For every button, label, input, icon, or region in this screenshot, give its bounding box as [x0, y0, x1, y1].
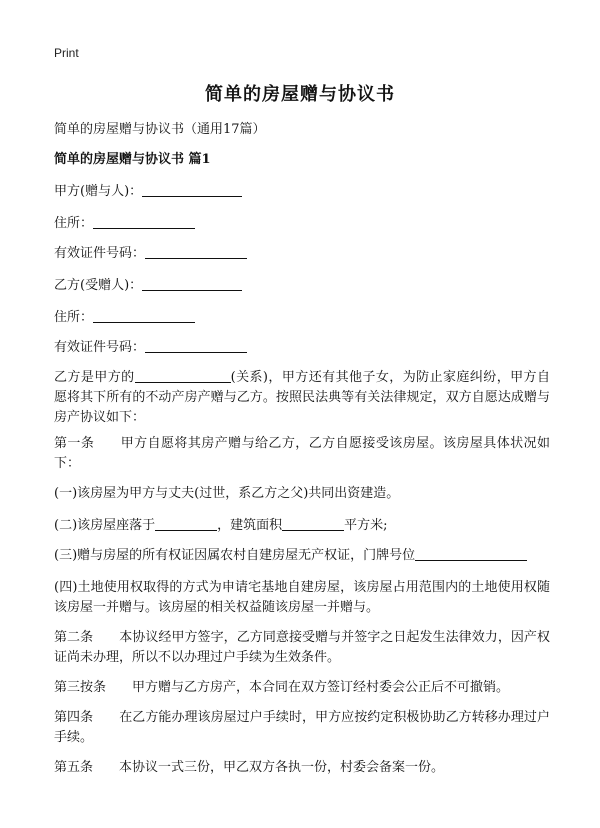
- document-subtitle: 简单的房屋赠与协议书（通用17篇）: [54, 122, 266, 137]
- intro-text-2: (关系)，甲方还有其他子女，为防止家庭纠纷，甲方自愿将其下所有的不动产房产赠与乙方。按照民法典等有关法律规定，双方自愿达成赠与房产协议如下：: [54, 370, 550, 425]
- address-a-field: [54, 214, 554, 234]
- section-heading: 简单的房屋赠与协议书 篇1: [54, 152, 211, 167]
- article-1: [54, 434, 550, 474]
- address-a-blank: [93, 214, 195, 229]
- party-b-blank: [142, 276, 242, 291]
- item-3: [54, 546, 554, 566]
- print-link[interactable]: Print: [54, 46, 79, 60]
- item-4: (四)土地使用权取得的方式为申请宅基地自建房屋，该房屋占用范围内的土地使用权随该房屋一并赠与。该房屋的相关权益随该房屋一并赠与。: [54, 580, 550, 615]
- address-b-blank: [93, 308, 195, 323]
- id-a-blank: [145, 244, 247, 259]
- id-b-blank: [145, 338, 247, 353]
- article-5-label: 第五条: [54, 760, 94, 775]
- article-4: [54, 708, 550, 748]
- article-2-label: 第二条: [54, 630, 94, 645]
- party-a-field: [54, 182, 554, 202]
- id-b-label: 有效证件号码：: [54, 340, 146, 355]
- party-b-label: 乙方(受赠人)：: [54, 278, 143, 293]
- item-2-text-a: (二)该房屋座落于: [54, 518, 156, 533]
- intro-paragraph: [54, 368, 550, 428]
- article-4-text: 在乙方能办理该房屋过户手续时，甲方应按约定积极协助乙方转移办理过户手续。: [54, 710, 550, 745]
- article-2-text: 本协议经甲方签字，乙方同意接受赠与并签字之日起发生法律效力，因产权证尚未办理，所以不以办理过户手续为生效条件。: [54, 630, 550, 665]
- intro-text-1: 乙方是甲方的: [54, 370, 135, 385]
- article-5: [54, 758, 550, 778]
- article-2: [54, 628, 550, 668]
- article-5-text: 本协议一式三份，甲乙双方各执一份，村委会备案一份。: [119, 760, 445, 775]
- area-blank: [282, 516, 344, 531]
- item-2-text-c: 平方米;: [344, 518, 388, 533]
- id-a-field: [54, 244, 554, 264]
- article-3-label: 第三按条: [54, 680, 107, 695]
- document-title: 简单的房屋赠与协议书: [205, 84, 395, 105]
- address-b-label: 住所：: [54, 310, 94, 325]
- party-a-blank: [142, 182, 242, 197]
- house-number-blank: [415, 546, 527, 561]
- id-a-label: 有效证件号码：: [54, 246, 146, 261]
- id-b-field: [54, 338, 554, 358]
- item-2-text-b: ，建筑面积: [217, 518, 283, 533]
- relation-blank: [135, 368, 231, 383]
- location-blank: [155, 516, 217, 531]
- item-1: (一)该房屋为甲方与丈夫(过世，系乙方之父)共同出资建造。: [54, 486, 400, 501]
- address-b-field: [54, 308, 554, 328]
- article-1-text: 甲方自愿将其房产赠与给乙方，乙方自愿接受该房屋。该房屋具体状况如下：: [54, 436, 550, 471]
- party-a-label: 甲方(赠与人)：: [54, 184, 143, 199]
- address-a-label: 住所：: [54, 216, 94, 231]
- article-4-label: 第四条: [54, 710, 94, 725]
- article-3: [54, 678, 550, 698]
- article-3-text: 甲方赠与乙方房产，本合同在双方签订经村委会公正后不可撤销。: [132, 680, 510, 695]
- item-3-text: (三)赠与房屋的所有权证因属农村自建房屋无产权证，门牌号位: [54, 548, 416, 563]
- party-b-field: [54, 276, 554, 296]
- article-1-label: 第一条: [54, 436, 95, 451]
- item-2: [54, 516, 554, 536]
